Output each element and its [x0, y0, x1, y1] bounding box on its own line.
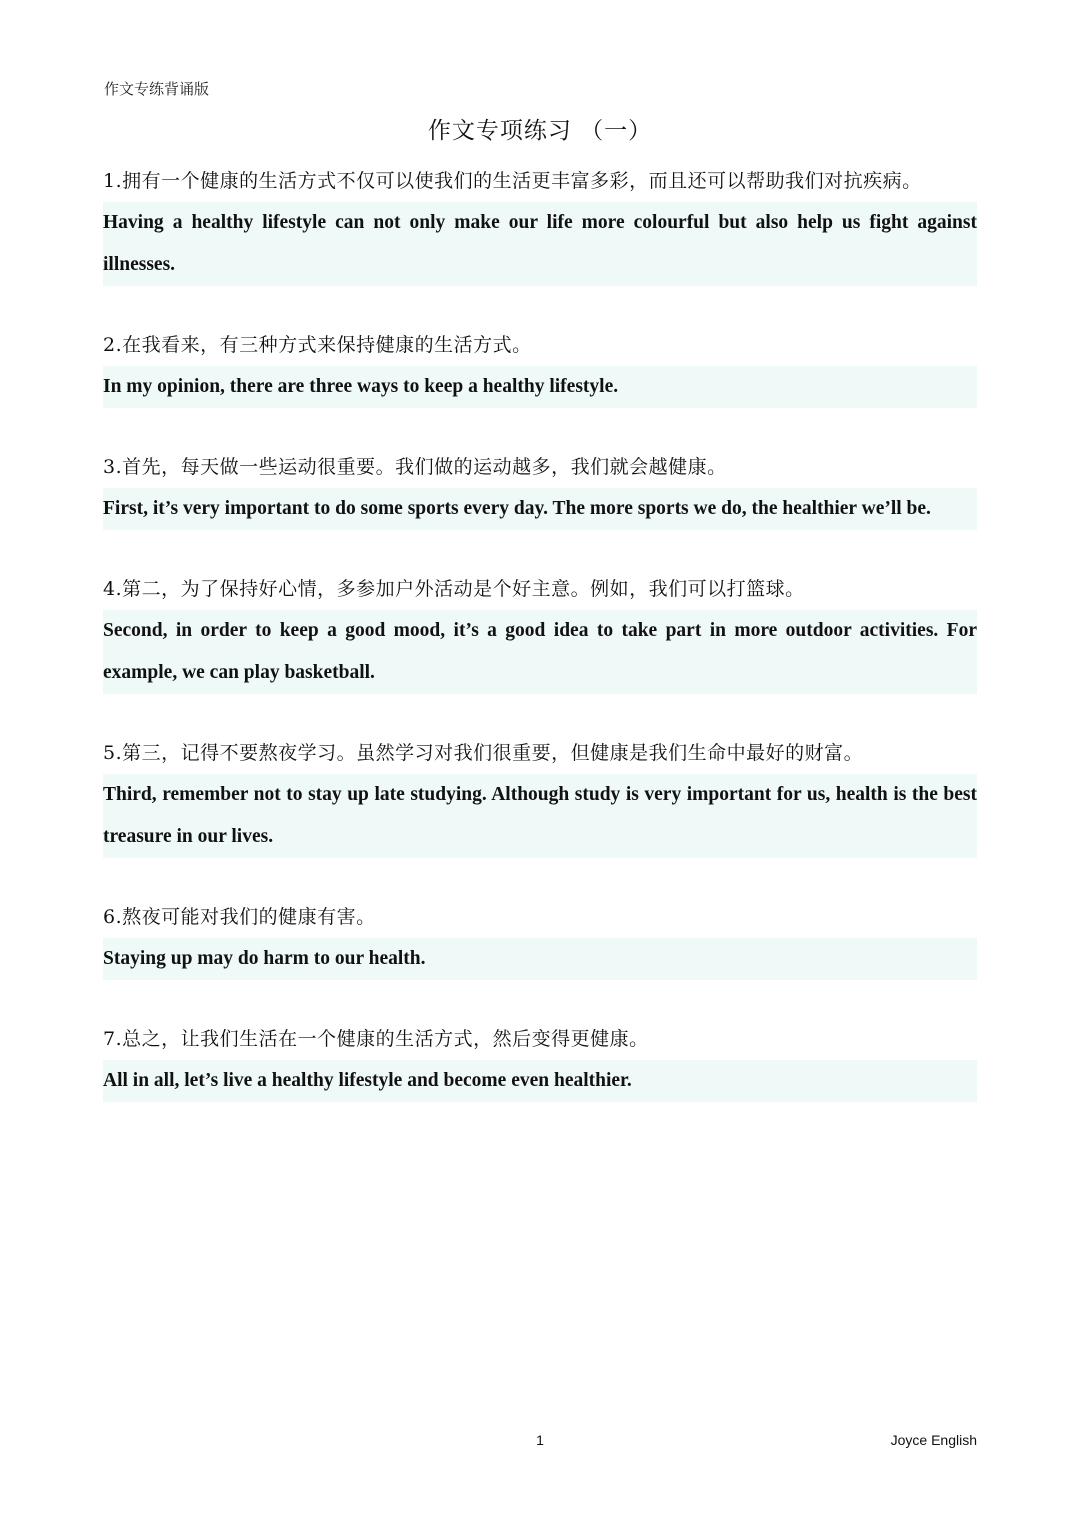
english-translation: All in all, let’s live a healthy lifestyle and become even healthier.: [103, 1060, 977, 1102]
english-translation: Having a healthy lifestyle can not only make our life more colourful but also help us fight against illnesses.: [103, 202, 977, 286]
page-title: 作文专项练习 （一）: [427, 118, 653, 144]
english-translation: Staying up may do harm to our health.: [103, 938, 977, 980]
sentence-item: [103, 896, 977, 980]
chinese-sentence: 7.总之，让我们生活在一个健康的生活方式，然后变得更健康。: [103, 1028, 649, 1050]
english-translation: Second, in order to keep a good mood, it’s a good idea to take part in more outdoor activities. For example, we can play basketball.: [103, 610, 977, 694]
sentence-item: [103, 1018, 977, 1102]
running-header: 作文专练背诵版: [104, 80, 210, 98]
page-number: 1: [536, 1432, 544, 1448]
english-translation: Third, remember not to stay up late studying. Although study is very important for us, health is the best treasure in our lives.: [103, 774, 977, 858]
sentence-list: [103, 160, 977, 1140]
english-translation: First, it’s very important to do some sports every day. The more sports we do, the healthier we’ll be.: [103, 488, 977, 530]
sentence-item: [103, 446, 977, 530]
chinese-sentence: 3.首先，每天做一些运动很重要。我们做的运动越多，我们就会越健康。: [103, 456, 727, 478]
chinese-sentence: 1.拥有一个健康的生活方式不仅可以使我们的生活更丰富多彩，而且还可以帮助我们对抗疾病。: [103, 170, 922, 192]
sentence-item: [103, 160, 977, 286]
chinese-sentence: 4.第二，为了保持好心情，多参加户外活动是个好主意。例如，我们可以打篮球。: [103, 578, 805, 600]
sentence-item: [103, 568, 977, 694]
footer-brand: Joyce English: [890, 1432, 977, 1448]
chinese-sentence: 2.在我看来，有三种方式来保持健康的生活方式。: [103, 334, 532, 356]
english-translation: In my opinion, there are three ways to keep a healthy lifestyle.: [103, 366, 977, 408]
sentence-item: [103, 732, 977, 858]
sentence-item: [103, 324, 977, 408]
chinese-sentence: 6.熬夜可能对我们的健康有害。: [103, 906, 376, 928]
chinese-sentence: 5.第三，记得不要熬夜学习。虽然学习对我们很重要，但健康是我们生命中最好的财富。: [103, 742, 864, 764]
